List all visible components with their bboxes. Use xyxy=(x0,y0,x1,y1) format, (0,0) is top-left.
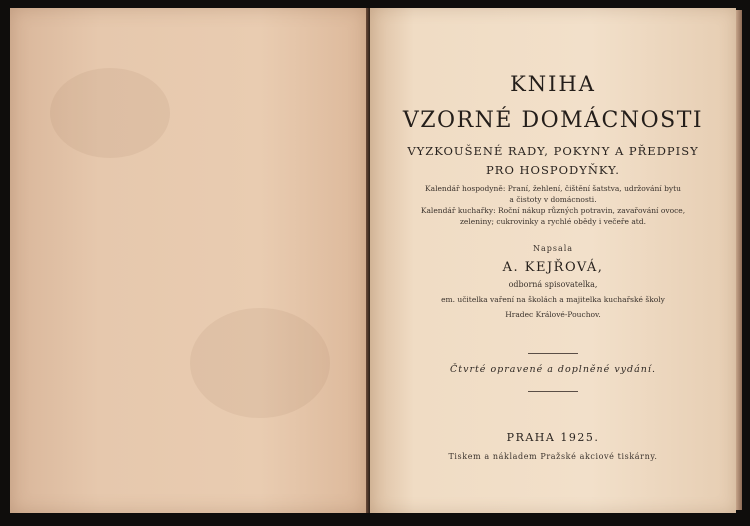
title-page-content xyxy=(370,8,736,513)
paper-stain xyxy=(190,308,330,418)
author-role-line3: Hradec Králové-Pouchov. xyxy=(505,310,601,319)
place-year: PRAHA 1925. xyxy=(506,431,600,444)
subtitle-line1: VYZKOUŠENÉ RADY, POKYNY A PŘEDPISY xyxy=(407,144,699,158)
calendar-housewife-line2: a čistoty v domácnosti. xyxy=(509,195,597,204)
paper-stain xyxy=(50,68,170,158)
calendar-housewife-line1: Kalendář hospodyně: Praní, žehlení, čištění šatstva, udržování bytu xyxy=(425,184,681,193)
calendar-cook-line1: Kalendář kuchařky: Roční nákup různých potravin, zavařování ovoce, xyxy=(420,206,686,215)
divider-bottom xyxy=(528,391,578,392)
by-label: Napsala xyxy=(532,244,574,253)
book-title-line2: VZORNÉ DOMÁCNOSTI xyxy=(402,108,704,133)
author-name: A. KEJŘOVÁ, xyxy=(502,260,604,275)
title-page xyxy=(370,8,736,513)
author-role-line1: odborná spisovatelka, xyxy=(508,280,598,289)
book-title-line1: KNIHA xyxy=(510,72,596,96)
divider-top xyxy=(528,353,578,354)
author-role-line2: em. učitelka vaření na školách a majitelka kuchařské školy xyxy=(441,295,665,304)
subtitle-line2: PRO HOSPODYŇKY. xyxy=(486,163,620,177)
blank-left-page xyxy=(10,8,368,513)
printer-imprint: Tiskem a nákladem Pražské akciové tiskárny. xyxy=(448,452,658,461)
calendar-cook-line2: zeleniny; cukrovinky a rychlé obědy i večeře atd. xyxy=(459,217,647,226)
page-edge xyxy=(736,10,742,510)
edition-note: Čtvrté opravené a doplněné vydání. xyxy=(450,364,656,375)
